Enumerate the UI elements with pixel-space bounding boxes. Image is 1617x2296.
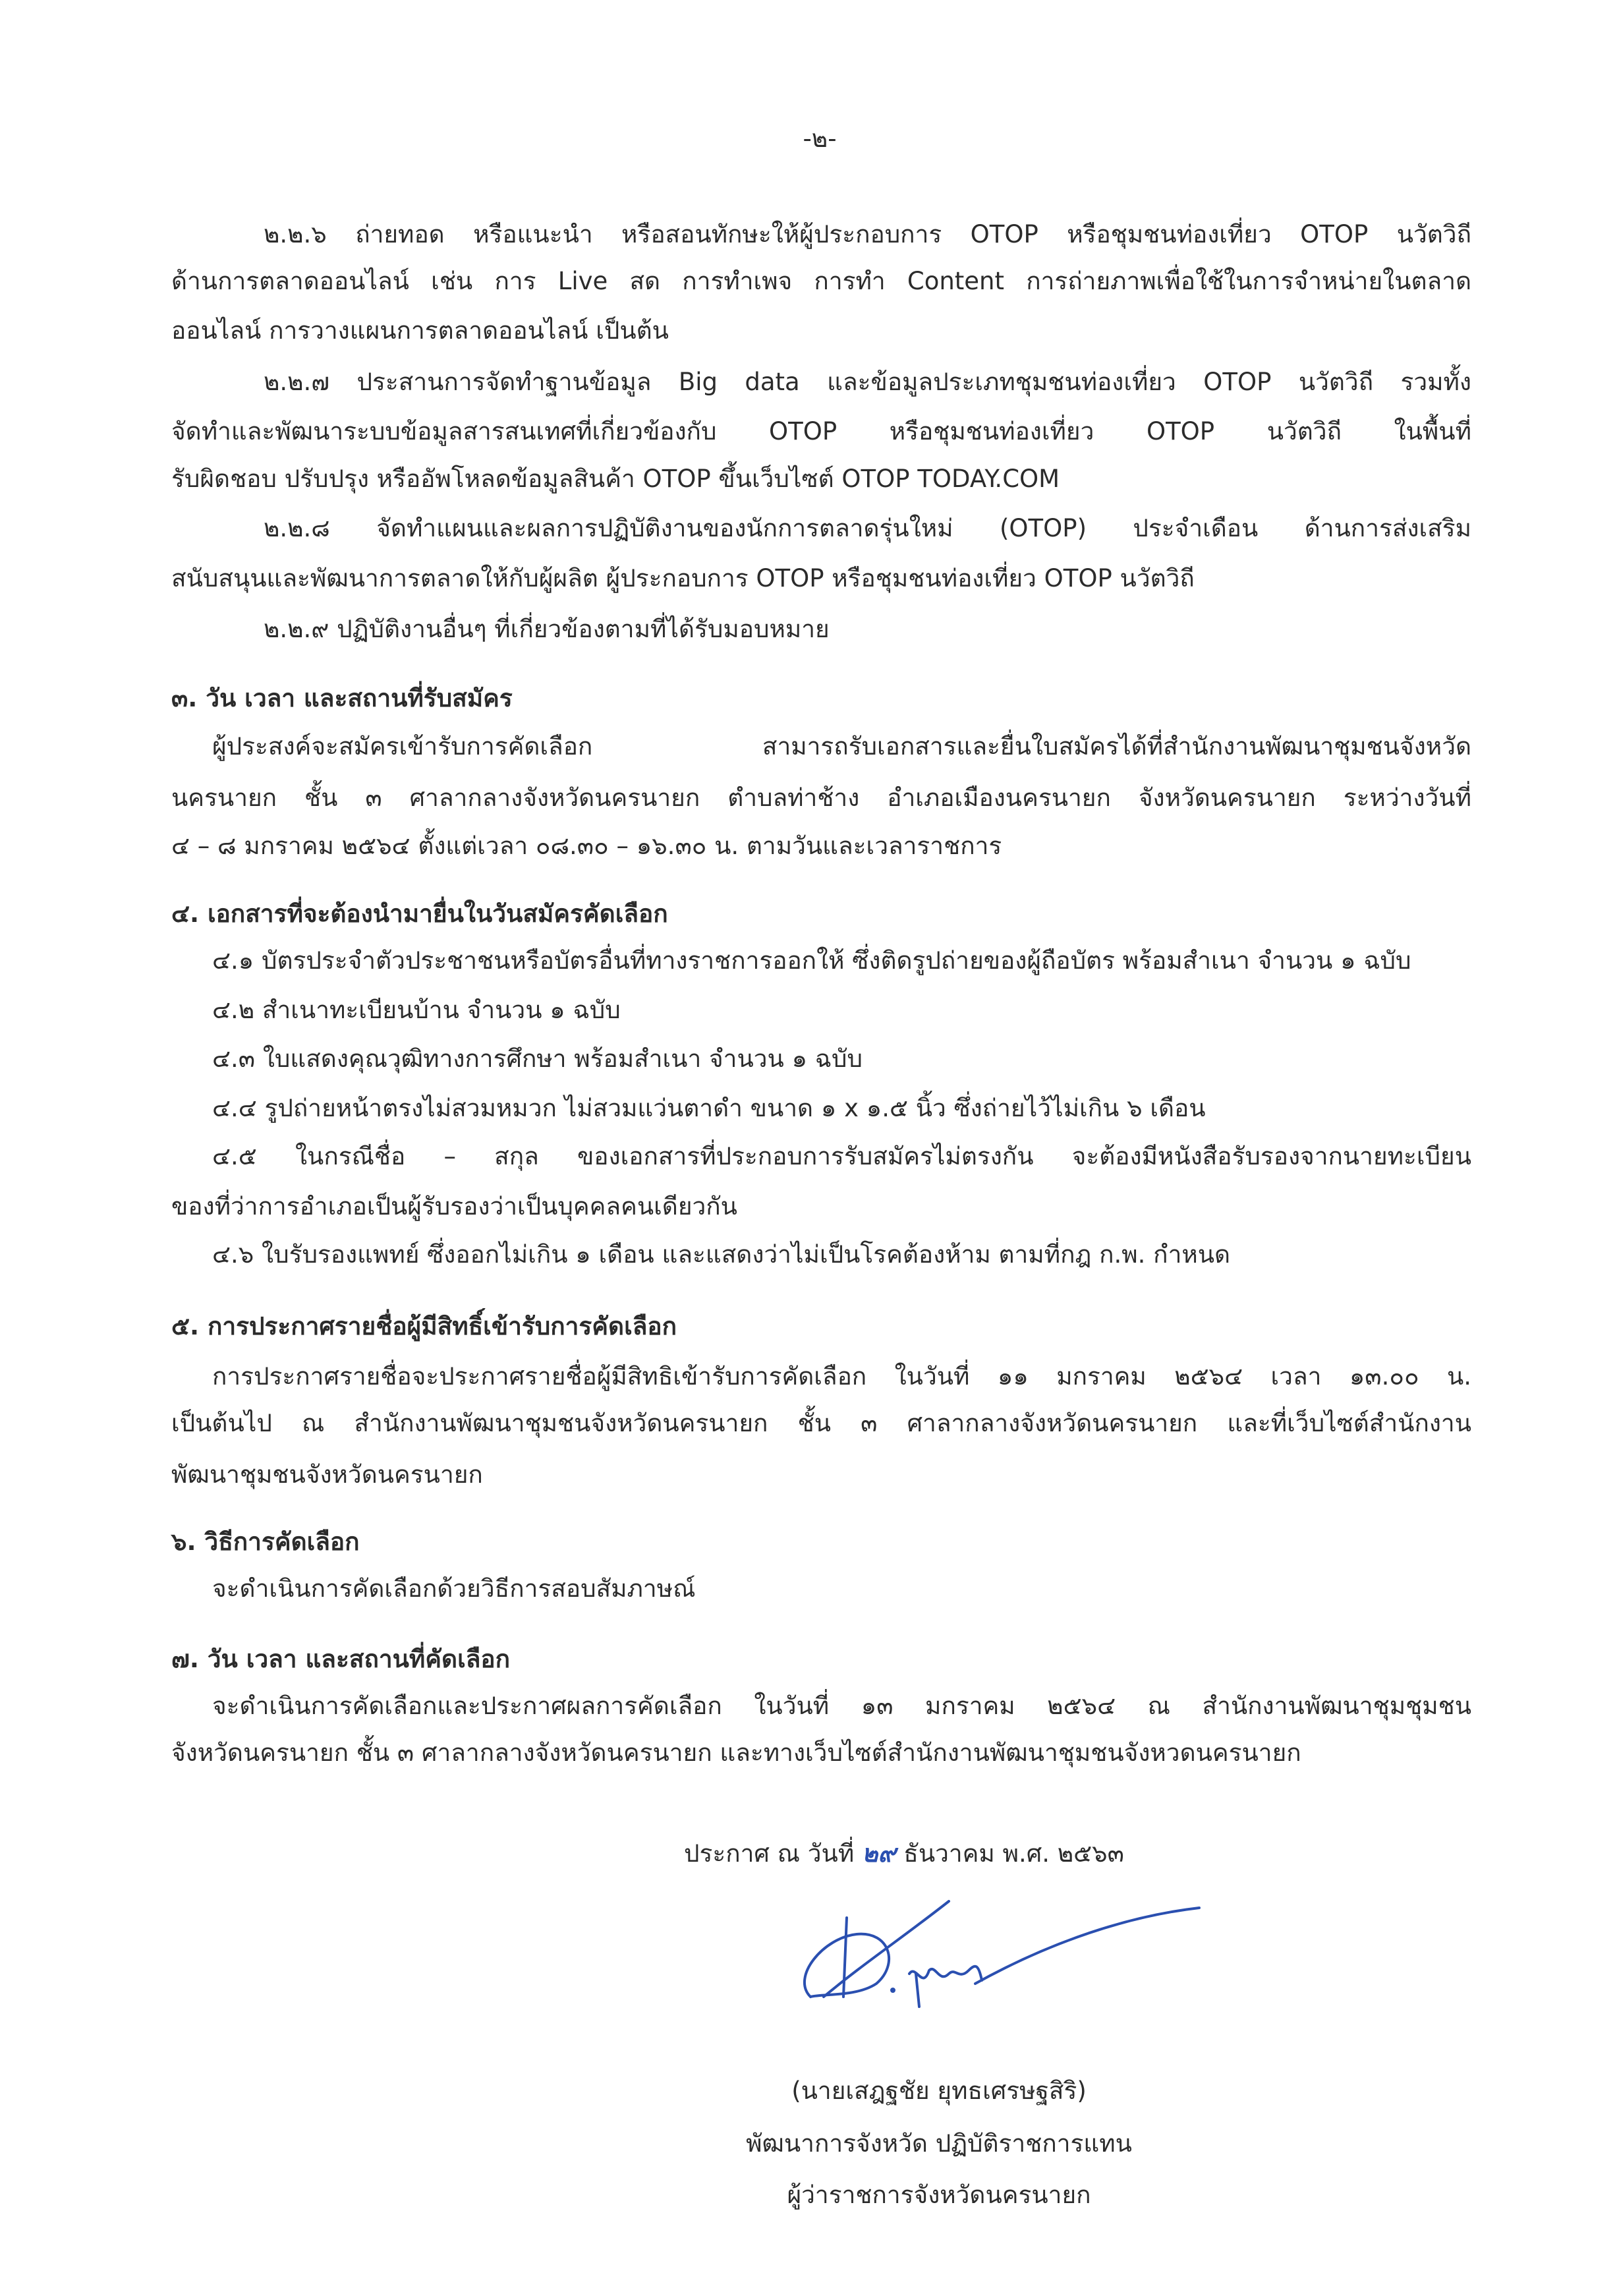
page-number: -๒- — [803, 125, 837, 153]
text-line: ๔.๑ บัตรประจำตัวประชาชนหรือบัตรอื่นที่ทางราชการออกให้ ซึ่งติดรูปถ่ายของผู้ถือบัตร พร้อมสำเนา จำนวน ๑ ฉบับ — [212, 946, 1411, 975]
section-heading: ๕. การประกาศรายชื่อผู้มีสิทธิ์เข้ารับการคัดเลือก — [171, 1312, 677, 1340]
text-line: ออนไลน์ การวางแผนการตลาดออนไลน์ เป็นต้น — [171, 316, 669, 345]
text-line: จะดำเนินการคัดเลือกด้วยวิธีการสอบสัมภาษณ์ — [212, 1574, 696, 1603]
text-line: ๔ – ๘ มกราคม ๒๕๖๔ ตั้งแต่เวลา ๐๘.๓๐ – ๑๖.๓๐ น. ตามวันและเวลาราชการ — [171, 832, 1002, 860]
section-heading: ๓. วัน เวลา และสถานที่รับสมัคร — [171, 684, 513, 712]
text-line: นครนายก ชั้น ๓ ศาลากลางจังหวัดนครนายก ตำบลท่าช้าง อำเภอเมืองนครนายก จังหวัดนครนายก ระหว่างวันที่ — [171, 784, 1471, 812]
text-line: ของที่ว่าการอำเภอเป็นผู้รับรองว่าเป็นบุคคลคนเดียวกัน — [171, 1192, 737, 1220]
text-line: สนับสนุนและพัฒนาการตลาดให้กับผู้ผลิต ผู้ประกอบการ OTOP หรือชุมชนท่องเที่ยว OTOP นวัตวิถี — [171, 564, 1195, 592]
text-line: ๔.๔ รูปถ่ายหน้าตรงไม่สวมหมวก ไม่สวมแว่นตาดำ ขนาด ๑ x ๑.๕ นิ้ว ซึ่งถ่ายไว้ไม่เกิน ๖ เดือน — [212, 1094, 1206, 1122]
section-heading: ๗. วัน เวลา และสถานที่คัดเลือก — [171, 1645, 511, 1673]
date-prefix: ประกาศ ณ วันที่ — [684, 1839, 855, 1868]
text-line: พัฒนาชุมชนจังหวัดนครนายก — [171, 1460, 483, 1489]
section-heading: ๖. วิธีการคัดเลือก — [171, 1528, 360, 1556]
text-line: ๔.๕ ในกรณีชื่อ – สกุล ของเอกสารที่ประกอบการรับสมัครไม่ตรงกัน จะต้องมีหนังสือรับรองจากนายทะเบียน — [212, 1142, 1471, 1170]
text-line: เป็นต้นไป ณ สำนักงานพัฒนาชุมชนจังหวัดนครนายก ชั้น ๓ ศาลากลางจังหวัดนครนายก และที่เว็บไซต์สำนักงาน — [171, 1409, 1471, 1437]
text-line: รับผิดชอบ ปรับปรุง หรืออัพโหลดข้อมูลสินค้า OTOP ขึ้นเว็บไซต์ OTOP TODAY.COM — [171, 465, 1060, 493]
text-line: ผู้ประสงค์จะสมัครเข้ารับการคัดเลือก สามารถรับเอกสารและยื่นใบสมัครได้ที่สำนักงานพัฒนาชุมชนจังหวัด — [212, 732, 1471, 761]
text-line: ๔.๒ สำเนาทะเบียนบ้าน จำนวน ๑ ฉบับ — [212, 996, 621, 1024]
announcement-date — [684, 1834, 1124, 1874]
section-heading: ๔. เอกสารที่จะต้องนำมายื่นในวันสมัครคัดเลือก — [171, 900, 668, 928]
text-line: ๒.๒.๗ ประสานการจัดทำฐานข้อมูล Big data และข้อมูลประเภทชุมชนท่องเที่ยว OTOP นวัตวิถี รวมทั้ง — [264, 368, 1471, 396]
text-line: ๔.๓ ใบแสดงคุณวุฒิทางการศึกษา พร้อมสำเนา จำนวน ๑ ฉบับ — [212, 1045, 863, 1073]
handwritten-day: ๒๙ — [861, 1839, 896, 1868]
text-line: การประกาศรายชื่อจะประกาศรายชื่อผู้มีสิทธิเข้ารับการคัดเลือก ในวันที่ ๑๑ มกราคม ๒๕๖๔ เวลา ๑๓.๐๐ น. — [212, 1362, 1471, 1391]
text-line: จัดทำและพัฒนาระบบข้อมูลสารสนเทศที่เกี่ยวข้องกับ OTOP หรือชุมชนท่องเที่ยว OTOP นวัตวิถี ในพื้นที่ — [171, 417, 1471, 445]
signatory-position: พัฒนาการจังหวัด ปฏิบัติราชการแทน — [746, 2129, 1132, 2158]
text-line: ๔.๖ ใบรับรองแพทย์ ซึ่งออกไม่เกิน ๑ เดือน และแสดงว่าไม่เป็นโรคต้องห้าม ตามที่กฎ ก.พ. กำหนด — [212, 1240, 1231, 1269]
signatory-title: ผู้ว่าราชการจังหวัดนครนายก — [787, 2181, 1091, 2209]
text-line: ด้านการตลาดออนไลน์ เช่น การ Live สด การทำเพจ การทำ Content การถ่ายภาพเพื่อใช้ในการจำหน่ายในตลาด — [171, 267, 1471, 295]
text-line: จังหวัดนครนายก ชั้น ๓ ศาลากลางจังหวัดนครนายก และทางเว็บไซต์สำนักงานพัฒนาชุมชนจังหวดนครนายก — [171, 1738, 1301, 1767]
text-line: ๒.๒.๖ ถ่ายทอด หรือแนะนำ หรือสอนทักษะให้ผู้ประกอบการ OTOP หรือชุมชนท่องเที่ยว OTOP นวัตวิถี — [264, 220, 1471, 248]
signature — [784, 1898, 1206, 2017]
text-line: จะดำเนินการคัดเลือกและประกาศผลการคัดเลือก ในวันที่ ๑๓ มกราคม ๒๕๖๔ ณ สำนักงานพัฒนาชุมชุมชน — [212, 1692, 1471, 1720]
date-suffix: ธันวาคม พ.ศ. ๒๕๖๓ — [903, 1839, 1124, 1868]
signatory-name: (นายเสฎฐชัย ยุทธเศรษฐสิริ) — [791, 2077, 1087, 2105]
text-line: ๒.๒.๘ จัดทำแผนและผลการปฏิบัติงานของนักการตลาดรุ่นใหม่ (OTOP) ประจำเดือน ด้านการส่งเสริม — [264, 514, 1471, 542]
text-line: ๒.๒.๙ ปฏิบัติงานอื่นๆ ที่เกี่ยวข้องตามที่ได้รับมอบหมาย — [264, 615, 830, 643]
